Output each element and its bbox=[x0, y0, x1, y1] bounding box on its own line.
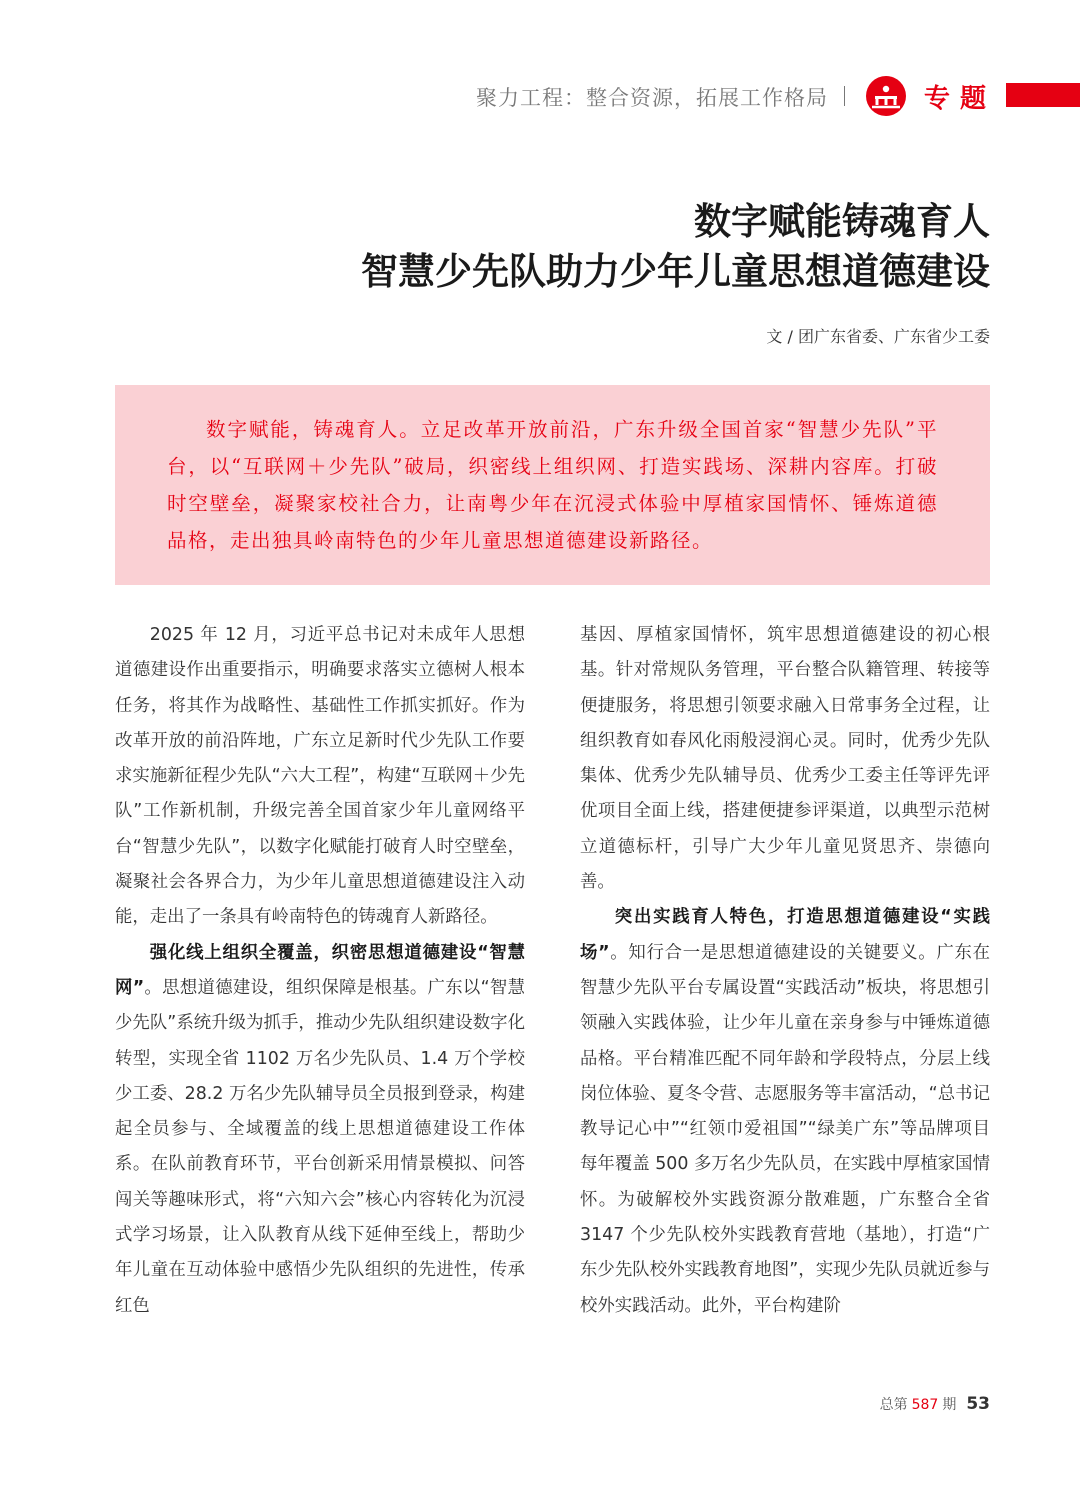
abstract-text: 数字赋能，铸魂育人。立足改革开放前沿，广东升级全国首家“智慧少先队”平台，以“互联网＋少先队”破局，织密线上组织网、打造实践场、深耕内容库。打破时空壁垒，凝聚家校社合力，让南粤少年在沉浸式体验中厚植家国情怀、锤炼道德品格，走出独具岭南特色的少年儿童思想道德建设新路径。 bbox=[167, 418, 938, 552]
right-column bbox=[580, 618, 990, 1324]
paragraph-text: 。知行合一是思想道德建设的关键要义。广东在智慧少先队平台专属设置“实践活动”板块，将思想引领融入实践体验，让少年儿童在亲身参与中锤炼道德品格。平台精准匹配不同年龄和学段特点，分层上线岗位体验、夏冬令营、志愿服务等丰富活动，“总书记教导记心中”“红领巾爱祖国”“绿美广东”等品牌项目每年覆盖 500 多万名少先队员，在实践中厚植家国情怀。为破解校外实践资源分散难题，广东整合全省 3147 个少先队校外实践教育营地（基地），打造“广东少先队校外实践教育地图”，实现少先队员就近参与校外实践活动。此外，平台构建阶 bbox=[580, 942, 990, 1316]
abstract-box bbox=[115, 385, 990, 585]
header-divider bbox=[844, 86, 845, 106]
section-heading: 突出实践育人特色，打造思想道德建设“实践场” bbox=[580, 907, 990, 963]
pioneer-logo-icon bbox=[866, 76, 906, 116]
issue-prefix: 总第 bbox=[879, 1397, 908, 1413]
body-paragraph: 基因、厚植家国情怀，筑牢思想道德建设的初心根基。针对常规队务管理，平台整合队籍管理、转接等便捷服务，将思想引领要求融入日常事务全过程，让组织教育如春风化雨般浸润心灵。同时，优秀少先队集体、优秀少先队辅导员、优秀少工委主任等评先评优项目全面上线，搭建便捷参评渠道，以典型示范树立道德标杆，引导广大少年儿童见贤思齐、崇德向善。 bbox=[580, 625, 990, 893]
title-line-2: 智慧少先队助力少年儿童思想道德建设 bbox=[361, 249, 990, 293]
page-header bbox=[0, 76, 1080, 116]
page-number: 53 bbox=[966, 1394, 990, 1414]
issue-suffix: 期 bbox=[942, 1397, 957, 1413]
article-title bbox=[361, 196, 990, 296]
left-column bbox=[115, 618, 525, 1324]
section-heading: 强化线上组织全覆盖，织密思想道德建设“智慧网” bbox=[115, 942, 525, 998]
body-paragraph: 2025 年 12 月，习近平总书记对未成年人思想道德建设作出重要指示，明确要求落实立德树人根本任务，将其作为战略性、基础性工作抓实抓好。作为改革开放的前沿阵地，广东立足新时代少先队工作要求实施新征程少先队“六大工程”，构建“互联网＋少先队”工作新机制，升级完善全国首家少年儿童网络平台“智慧少先队”，以数字化赋能打破育人时空壁垒，凝聚社会各界合力，为少年儿童思想道德建设注入动能，走出了一条具有岭南特色的铸魂育人新路径。 bbox=[115, 625, 525, 928]
header-accent-bar bbox=[1006, 83, 1080, 107]
paragraph-text: 。思想道德建设，组织保障是根基。广东以“智慧少先队”系统升级为抓手，推动少先队组织建设数字化转型，实现全省 1102 万名少先队员、1.4 万个学校少工委、28.2 万名少先队辅导员全员报到登录，构建起全员参与、全域覆盖的线上思想道德建设工作体系。在队前教育环节，平台创新采用情景模拟、问答闯关等趣味形式，将“六知六会”核心内容转化为沉浸式学习场景，让入队教育从线下延伸至线上，帮助少年儿童在互动体验中感悟少先队组织的先进性，传承红色 bbox=[115, 977, 525, 1316]
page-footer bbox=[880, 1394, 990, 1414]
byline: 文 / 团广东省委、广东省少工委 bbox=[766, 327, 990, 346]
issue-number: 587 bbox=[911, 1397, 939, 1413]
body-paragraph bbox=[115, 936, 525, 1324]
column-title: 聚力工程：整合资源，拓展工作格局 bbox=[476, 86, 828, 110]
body-paragraph bbox=[580, 900, 990, 1324]
title-line-1: 数字赋能铸魂育人 bbox=[694, 199, 990, 243]
section-label: 专题 bbox=[924, 84, 997, 114]
